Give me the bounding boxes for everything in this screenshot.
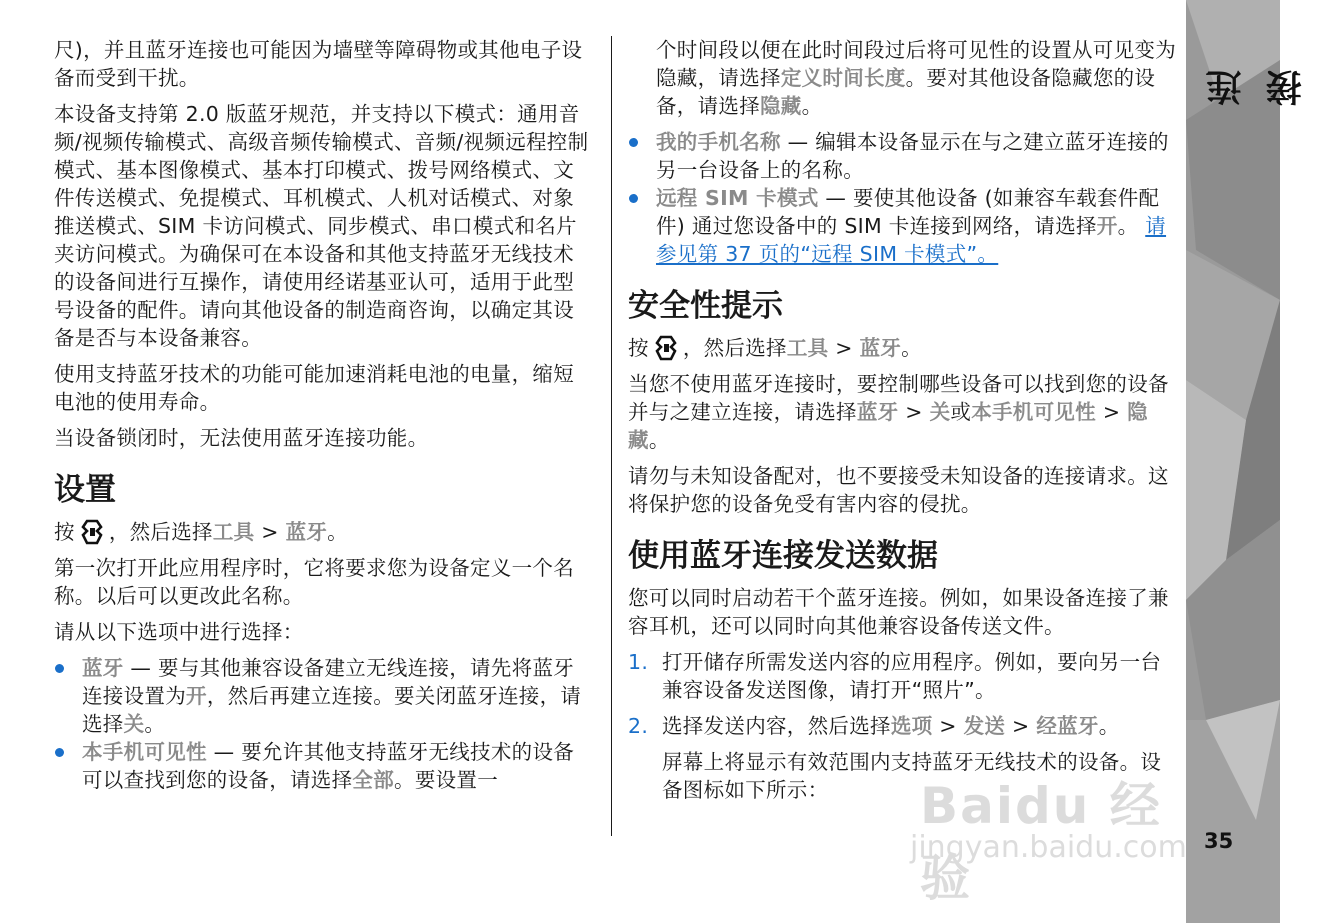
option-value: 全部 [352,768,395,792]
menu-path [54,518,594,546]
option-value: 定义时间长度 [780,66,906,90]
page-number: 35 [1204,829,1234,853]
press-text: 按 [54,520,75,544]
bullet-icon [629,194,638,203]
list-item-bluetooth [54,654,594,738]
text: 当您不使用蓝牙连接时，要控制哪些设备可以找到您的设备并与之建立连接，请选择 [628,372,1169,424]
menu-tools: 工具 [786,336,829,360]
option-value: 蓝牙 [856,400,899,424]
step-2-detail: 屏幕上将显示有效范围内支持蓝牙无线技术的设备。设备图标如下所示： [662,750,1162,802]
period: 。 [901,336,922,360]
paragraph: 当设备锁闭时，无法使用蓝牙连接功能。 [54,426,429,450]
text: 。 [801,94,823,118]
option-value: 经蓝牙 [1036,714,1099,738]
heading-send-data: 使用蓝牙连接发送数据 [628,538,938,574]
paragraph [628,370,1176,454]
list-item-visibility [54,738,594,794]
paragraph: 请勿与未知设备配对，也不要接受未知设备的连接请求。这将保护您的设备免受有害内容的侵扰。 [628,464,1169,516]
press-after: ，然后选择 [108,520,213,544]
paragraph: 您可以同时启动若干个蓝牙连接。例如，如果设备连接了兼容耳机，还可以同时向其他兼容设备传送文件。 [628,586,1169,638]
bullet-icon [55,664,64,673]
text: 或 [950,400,972,424]
option-text: ，然后再建立连接。要关闭蓝牙连接，请选择 [82,684,582,736]
paragraph: 尺)，并且蓝牙连接也可能因为墙壁等障碍物或其他电子设备而受到干扰。 [54,38,583,90]
bullet-icon [55,748,64,757]
option-text: 。 [144,712,166,736]
option-title: 远程 SIM 卡模式 [656,186,819,210]
option-text: — 编辑本设备显示在与之建立蓝牙连接的另一台设备上的名称。 [656,130,1169,182]
watermark-logo: Baidu 经验 [920,777,1162,907]
option-value: 选项 [890,714,933,738]
option-value: 隐藏 [628,400,1148,452]
text: 。要对其他设备隐藏您的设备，请选择 [656,66,1156,118]
separator: > [261,520,279,544]
separator: > [905,400,923,424]
option-value: 隐藏 [760,94,802,118]
option-text: — 要允许其他支持蓝牙无线技术的设备可以查找到您的设备，请选择 [82,740,575,792]
paragraph: 本设备支持第 2.0 版蓝牙规范，并支持以下模式：通用音频/视频传输模式、高级音频传输模式、音频/视频远程控制模式、基本图像模式、基本打印模式、拨号网络模式、文件传送模式、免提模式、耳机模式、人机对话模式、对象推送模式、SIM 卡访问模式、同步模式、串口模式和名片夹访问模式。为确保可在本设备和其他支持蓝牙无线技术的设备间进行互操作，请使用经诺基亚认可，适用于此型号设备的配件。请向其他设备的制造商咨询，以确定其设备是否与本设备兼容。 [54,102,589,350]
step-text: 选择发送内容，然后选择 [662,714,891,738]
bullet-icon [629,138,638,147]
option-value: 开 [186,684,207,708]
sidebar-decoration [1186,0,1307,923]
option-value: 开 [1096,214,1118,238]
option-text: — 要与其他兼容设备建立无线连接，请先将蓝牙连接设置为 [82,656,575,708]
menu-bluetooth: 蓝牙 [859,336,902,360]
section-title: 连接 [1206,70,1307,106]
list-item-remote-sim [628,184,1176,268]
list-continuation [628,36,1176,120]
separator: > [1102,400,1121,424]
option-text: 。 [1117,214,1146,238]
cross-reference-link[interactable]: 请参见第 37 页的“远程 SIM 卡模式”。 [656,214,1167,266]
left-column [54,36,594,794]
option-value: 本手机可见性 [971,400,1096,424]
menu-tools: 工具 [212,520,255,544]
option-text: 。要设置一 [394,768,499,792]
option-value: 关 [929,400,951,424]
separator: > [1012,714,1030,738]
option-title: 本手机可见性 [82,740,207,764]
text: 。 [648,428,670,452]
watermark [910,760,1200,907]
menu-key-icon [81,519,103,545]
step-number: 1. [628,650,649,674]
watermark-url: jingyan.baidu.com [910,830,1187,865]
press-after: ，然后选择 [682,336,787,360]
step-number: 2. [628,714,649,738]
paragraph: 第一次打开此应用程序时，它将要求您为设备定义一个名称。以后可以更改此名称。 [54,556,574,608]
heading-security: 安全性提示 [628,288,783,324]
menu-bluetooth: 蓝牙 [285,520,328,544]
option-title: 蓝牙 [82,656,124,680]
text: 个时间段以便在此时间段过后将可见性的设置从可见变为隐藏，请选择 [656,38,1176,90]
option-value: 关 [123,712,145,736]
separator: > [939,714,957,738]
menu-path [628,334,1176,362]
press-text: 按 [628,336,649,360]
option-text: — 要使其他设备 (如兼容车载套件配件) 通过您设备中的 SIM 卡连接到网络，请选择 [656,186,1160,238]
period: 。 [327,520,348,544]
option-value: 发送 [963,714,1006,738]
step-text: 。 [1098,714,1120,738]
option-title: 我的手机名称 [656,130,781,154]
step-2 [628,712,1176,740]
separator: > [835,336,853,360]
heading-settings: 设置 [54,472,116,508]
paragraph: 请从以下选项中进行选择： [54,620,304,644]
menu-key-icon [655,335,677,361]
paragraph: 使用支持蓝牙技术的功能可能加速消耗电池的电量，缩短电池的使用寿命。 [54,362,574,414]
column-divider [611,36,612,836]
step-text: 打开储存所需发送内容的应用程序。例如，要向另一台兼容设备发送图像，请打开“照片”。 [662,650,1162,702]
list-item-my-phone-name [628,128,1176,184]
right-column [628,36,1176,812]
step-1 [628,648,1176,704]
